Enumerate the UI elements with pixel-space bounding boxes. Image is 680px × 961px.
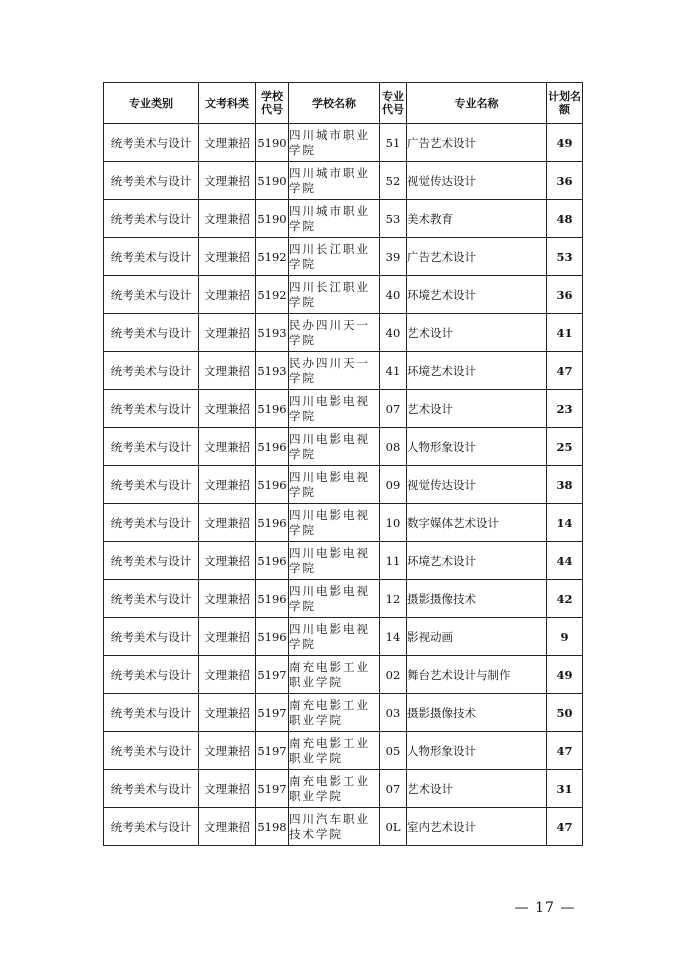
cell-major-name: 广告艺术设计: [407, 124, 547, 162]
table-row: [104, 276, 583, 314]
cell-quota: 47: [547, 732, 583, 770]
cell-major-code: 07: [380, 770, 407, 808]
cell-category: 统考美术与设计: [104, 504, 199, 542]
cell-school-name: 南充电影工业职业学院: [289, 732, 380, 770]
cell-school-name: 南充电影工业职业学院: [289, 694, 380, 732]
cell-major-name: 艺术设计: [407, 314, 547, 352]
cell-school-code: 5196: [256, 466, 289, 504]
cell-school-name: 四川电影电视学院: [289, 428, 380, 466]
table-row: [104, 656, 583, 694]
table-header-row: [104, 83, 583, 124]
cell-category: 统考美术与设计: [104, 276, 199, 314]
cell-quota: 44: [547, 542, 583, 580]
cell-major-name: 摄影摄像技术: [407, 694, 547, 732]
cell-school-name: 民办四川天一学院: [289, 352, 380, 390]
cell-science: 文理兼招: [199, 732, 256, 770]
table-row: [104, 314, 583, 352]
cell-major-name: 美术教育: [407, 200, 547, 238]
table-row: [104, 466, 583, 504]
cell-school-code: 5197: [256, 656, 289, 694]
cell-school-name: 四川汽车职业技术学院: [289, 808, 380, 846]
cell-school-code: 5190: [256, 200, 289, 238]
cell-school-name: 四川电影电视学院: [289, 390, 380, 428]
cell-major-code: 39: [380, 238, 407, 276]
cell-school-code: 5192: [256, 276, 289, 314]
cell-major-name: 环境艺术设计: [407, 352, 547, 390]
cell-major-name: 人物形象设计: [407, 428, 547, 466]
table-row: [104, 428, 583, 466]
cell-major-code: 40: [380, 314, 407, 352]
cell-school-name: 四川电影电视学院: [289, 618, 380, 656]
cell-science: 文理兼招: [199, 580, 256, 618]
cell-science: 文理兼招: [199, 238, 256, 276]
cell-science: 文理兼招: [199, 124, 256, 162]
cell-major-name: 视觉传达设计: [407, 466, 547, 504]
header-school-name: 学校名称: [289, 83, 380, 124]
cell-quota: 36: [547, 162, 583, 200]
table-row: [104, 124, 583, 162]
cell-school-code: 5190: [256, 162, 289, 200]
cell-school-code: 5197: [256, 770, 289, 808]
cell-science: 文理兼招: [199, 352, 256, 390]
cell-school-code: 5190: [256, 124, 289, 162]
cell-category: 统考美术与设计: [104, 428, 199, 466]
cell-school-code: 5197: [256, 732, 289, 770]
cell-school-name: 四川电影电视学院: [289, 580, 380, 618]
cell-school-code: 5196: [256, 580, 289, 618]
cell-school-code: 5198: [256, 808, 289, 846]
cell-science: 文理兼招: [199, 162, 256, 200]
cell-quota: 53: [547, 238, 583, 276]
cell-major-name: 环境艺术设计: [407, 542, 547, 580]
cell-science: 文理兼招: [199, 314, 256, 352]
cell-science: 文理兼招: [199, 200, 256, 238]
cell-major-code: 03: [380, 694, 407, 732]
cell-major-name: 人物形象设计: [407, 732, 547, 770]
cell-quota: 9: [547, 618, 583, 656]
cell-quota: 38: [547, 466, 583, 504]
cell-school-name: 南充电影工业职业学院: [289, 656, 380, 694]
cell-major-code: 10: [380, 504, 407, 542]
cell-major-code: 41: [380, 352, 407, 390]
cell-quota: 31: [547, 770, 583, 808]
table-row: [104, 770, 583, 808]
table-row: [104, 504, 583, 542]
enrollment-plan-table: [103, 82, 583, 846]
header-major-code: 专业代号: [380, 83, 407, 124]
cell-school-name: 四川电影电视学院: [289, 466, 380, 504]
table-row: [104, 352, 583, 390]
cell-school-code: 5196: [256, 428, 289, 466]
cell-major-code: 05: [380, 732, 407, 770]
cell-school-name: 四川城市职业学院: [289, 162, 380, 200]
header-school-code: 学校代号: [256, 83, 289, 124]
cell-school-name: 四川长江职业学院: [289, 238, 380, 276]
cell-quota: 36: [547, 276, 583, 314]
cell-science: 文理兼招: [199, 390, 256, 428]
cell-science: 文理兼招: [199, 428, 256, 466]
cell-school-code: 5192: [256, 238, 289, 276]
table-row: [104, 200, 583, 238]
table-row: [104, 390, 583, 428]
cell-quota: 49: [547, 124, 583, 162]
table-row: [104, 542, 583, 580]
table-row: [104, 162, 583, 200]
cell-major-code: 11: [380, 542, 407, 580]
cell-major-code: 08: [380, 428, 407, 466]
cell-school-name: 四川长江职业学院: [289, 276, 380, 314]
header-science: 文考科类: [199, 83, 256, 124]
cell-school-code: 5197: [256, 694, 289, 732]
cell-category: 统考美术与设计: [104, 808, 199, 846]
cell-category: 统考美术与设计: [104, 580, 199, 618]
cell-school-code: 5196: [256, 618, 289, 656]
page-number: — 17 —: [514, 900, 576, 916]
cell-major-name: 数字媒体艺术设计: [407, 504, 547, 542]
cell-category: 统考美术与设计: [104, 200, 199, 238]
table-row: [104, 580, 583, 618]
cell-quota: 14: [547, 504, 583, 542]
cell-major-name: 广告艺术设计: [407, 238, 547, 276]
cell-school-code: 5196: [256, 542, 289, 580]
cell-major-name: 视觉传达设计: [407, 162, 547, 200]
table-row: [104, 808, 583, 846]
cell-major-name: 影视动画: [407, 618, 547, 656]
cell-major-code: 53: [380, 200, 407, 238]
cell-category: 统考美术与设计: [104, 314, 199, 352]
table-row: [104, 694, 583, 732]
cell-major-name: 艺术设计: [407, 390, 547, 428]
cell-category: 统考美术与设计: [104, 466, 199, 504]
cell-school-code: 5193: [256, 352, 289, 390]
cell-school-name: 南充电影工业职业学院: [289, 770, 380, 808]
cell-quota: 48: [547, 200, 583, 238]
cell-category: 统考美术与设计: [104, 238, 199, 276]
cell-school-code: 5193: [256, 314, 289, 352]
cell-category: 统考美术与设计: [104, 694, 199, 732]
cell-quota: 47: [547, 352, 583, 390]
cell-quota: 47: [547, 808, 583, 846]
cell-quota: 25: [547, 428, 583, 466]
header-quota: 计划名额: [547, 83, 583, 124]
cell-category: 统考美术与设计: [104, 390, 199, 428]
cell-science: 文理兼招: [199, 618, 256, 656]
cell-major-name: 艺术设计: [407, 770, 547, 808]
cell-school-name: 四川电影电视学院: [289, 542, 380, 580]
cell-science: 文理兼招: [199, 770, 256, 808]
header-category: 专业类别: [104, 83, 199, 124]
cell-major-code: 51: [380, 124, 407, 162]
cell-category: 统考美术与设计: [104, 770, 199, 808]
cell-major-code: 14: [380, 618, 407, 656]
cell-school-name: 四川电影电视学院: [289, 504, 380, 542]
cell-quota: 50: [547, 694, 583, 732]
cell-science: 文理兼招: [199, 276, 256, 314]
cell-category: 统考美术与设计: [104, 656, 199, 694]
cell-major-code: 0L: [380, 808, 407, 846]
cell-major-code: 07: [380, 390, 407, 428]
cell-science: 文理兼招: [199, 542, 256, 580]
cell-major-name: 环境艺术设计: [407, 276, 547, 314]
cell-science: 文理兼招: [199, 466, 256, 504]
cell-school-name: 民办四川天一学院: [289, 314, 380, 352]
cell-quota: 42: [547, 580, 583, 618]
cell-quota: 23: [547, 390, 583, 428]
cell-major-code: 52: [380, 162, 407, 200]
cell-science: 文理兼招: [199, 808, 256, 846]
cell-major-name: 室内艺术设计: [407, 808, 547, 846]
cell-major-name: 摄影摄像技术: [407, 580, 547, 618]
cell-school-code: 5196: [256, 390, 289, 428]
cell-school-name: 四川城市职业学院: [289, 124, 380, 162]
cell-category: 统考美术与设计: [104, 162, 199, 200]
cell-category: 统考美术与设计: [104, 732, 199, 770]
cell-category: 统考美术与设计: [104, 542, 199, 580]
cell-major-code: 02: [380, 656, 407, 694]
cell-category: 统考美术与设计: [104, 618, 199, 656]
cell-major-code: 12: [380, 580, 407, 618]
table-row: [104, 618, 583, 656]
cell-quota: 41: [547, 314, 583, 352]
cell-school-name: 四川城市职业学院: [289, 200, 380, 238]
table-row: [104, 732, 583, 770]
cell-science: 文理兼招: [199, 694, 256, 732]
cell-science: 文理兼招: [199, 504, 256, 542]
table-row: [104, 238, 583, 276]
cell-science: 文理兼招: [199, 656, 256, 694]
cell-major-name: 舞台艺术设计与制作: [407, 656, 547, 694]
header-major-name: 专业名称: [407, 83, 547, 124]
cell-major-code: 09: [380, 466, 407, 504]
cell-quota: 49: [547, 656, 583, 694]
cell-category: 统考美术与设计: [104, 124, 199, 162]
cell-category: 统考美术与设计: [104, 352, 199, 390]
cell-school-code: 5196: [256, 504, 289, 542]
cell-major-code: 40: [380, 276, 407, 314]
